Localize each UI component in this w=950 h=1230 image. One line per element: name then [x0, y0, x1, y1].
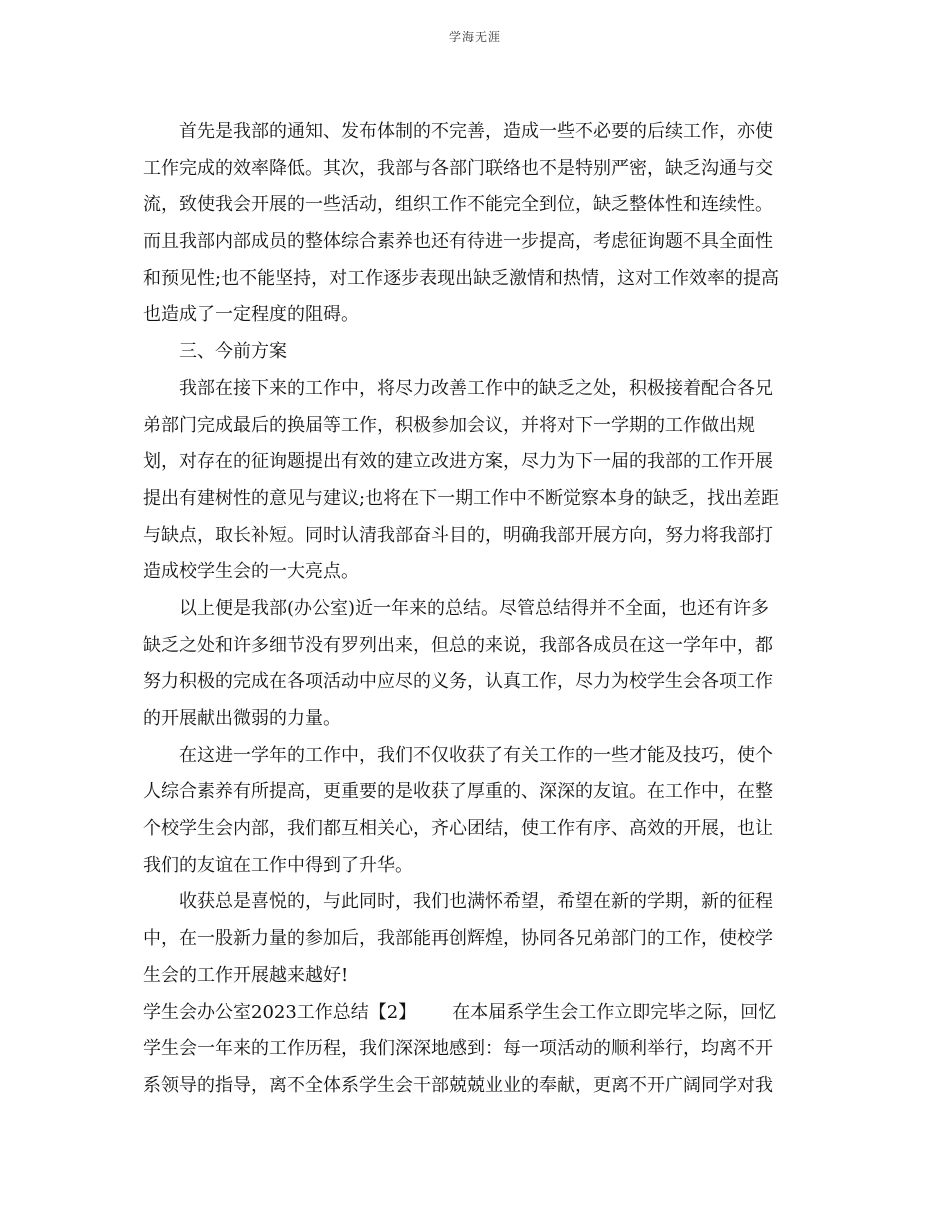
text-line: 学生会一年来的工作历程，我们深深地感到：每一项活动的顺利举行，均离不开 [143, 1038, 773, 1060]
text-line: 划，对存在的征询题提出有效的建立改进方案，尽力为下一届的我部的工作开展 [143, 451, 773, 473]
text-line: 努力积极的完成在各项活动中应尽的义务，认真工作，尽力为校学生会各项工作 [143, 671, 773, 693]
text-line [143, 995, 803, 1032]
section-heading: 三、今前方案 [179, 341, 287, 363]
text-line: 工作完成的效率降低。其次，我部与各部门联络也不是特别严密，缺乏沟通与交 [143, 157, 773, 179]
text-line: 生会的工作开展越来越好! [143, 964, 349, 986]
text-line: 和预见性;也不能坚持，对工作逐步表现出缺乏激情和热情，这对工作效率的提高 [143, 267, 780, 289]
text-line: 提出有建树性的意见与建议;也将在下一期工作中不断觉察本身的缺乏，找出差距 [143, 487, 780, 509]
text-line: 在这进一学年的工作中，我们不仅收获了有关工作的一些才能及技巧，使个 [179, 744, 773, 766]
text-line: 我部在接下来的工作中，将尽力改善工作中的缺乏之处，积极接着配合各兄 [179, 377, 773, 399]
document-body [143, 114, 803, 1105]
text-line: 也造成了一定程度的阻碍。 [143, 304, 359, 326]
page-header: 学海无涯 [448, 30, 501, 44]
section-title: 学生会办公室2023工作总结【2】 [143, 1001, 417, 1023]
text-line: 首先是我部的通知、发布体制的不完善，造成一些不必要的后续工作，亦使 [179, 121, 773, 142]
text-line: 的开展献出微弱的力量。 [143, 708, 341, 729]
text-line: 个校学生会内部，我们都互相关心，齐心团结，使工作有序、高效的开展，也让 [143, 818, 773, 840]
text-line: 流，致使我会开展的一些活动，组织工作不能完全到位，缺乏整体性和连续性。 [143, 194, 773, 216]
text-line: 缺乏之处和许多细节没有罗列出来，但总的来说，我部各成员在这一学年中，都 [143, 634, 773, 656]
text-line: 人综合素养有所提高，更重要的是收获了厚重的、深深的友谊。在工作中，在整 [143, 781, 773, 803]
text-line: 造成校学生会的一大亮点。 [143, 561, 359, 583]
text-line: 系领导的指导，离不全体系学生会干部兢兢业业的奉献，更离不开广阔同学对我 [143, 1074, 773, 1096]
text-line: 收获总是喜悦的，与此同时，我们也满怀希望，希望在新的学期，新的征程 [179, 891, 773, 913]
text-line: 而且我部内部成员的整体综合素养也还有待进一步提高，考虑征询题不具全面性 [143, 231, 773, 253]
text-run: 在本届系学生会工作立即完毕之际，回忆 [452, 1001, 777, 1023]
text-line: 弟部门完成最后的换届等工作，积极参加会议，并将对下一学期的工作做出规 [143, 414, 755, 436]
text-line: 我们的友谊在工作中得到了升华。 [143, 854, 413, 876]
text-line: 与缺点，取长补短。同时认清我部奋斗目的，明确我部开展方向，努力将我部打 [143, 524, 773, 546]
text-line: 以上便是我部(办公室)近一年来的总结。尽管总结得并不全面，也还有许多 [179, 597, 770, 619]
text-line: 中，在一股新力量的参加后，我部能再创辉煌，协同各兄弟部门的工作，使校学 [143, 928, 773, 950]
